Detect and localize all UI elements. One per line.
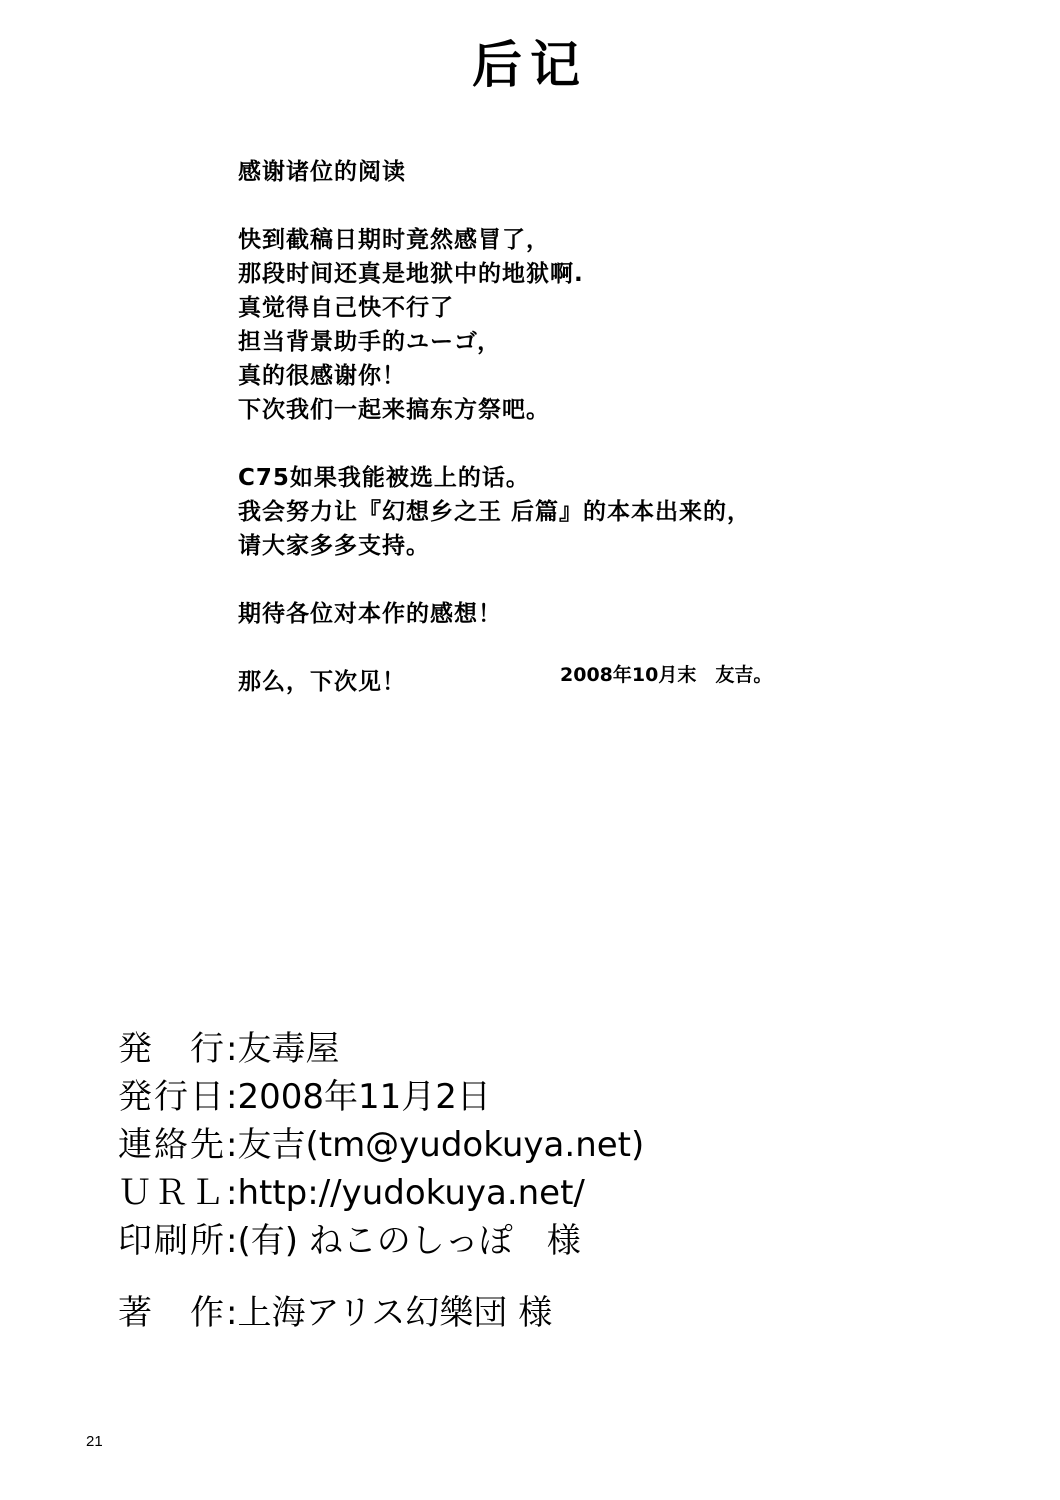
colophon-row-printer bbox=[118, 1217, 978, 1265]
colophon-label: 著 作 bbox=[118, 1293, 226, 1333]
colophon-value: 2008年11月2日 bbox=[237, 1077, 491, 1117]
colophon-separator: : bbox=[226, 1125, 238, 1165]
colophon-separator: : bbox=[226, 1293, 238, 1333]
afterword-line: 感谢诸位的阅读 bbox=[238, 159, 406, 185]
colophon-value: http://yudokuya.net/ bbox=[237, 1173, 585, 1213]
afterword-line: 期待各位对本作的感想！ bbox=[238, 601, 502, 627]
colophon-separator: : bbox=[226, 1173, 238, 1213]
afterword-line: 下次我们一起来搞东方祭吧。 bbox=[238, 397, 550, 423]
afterword-line: C75如果我能被选上的话。 bbox=[238, 465, 530, 491]
colophon-value: (有) ねこのしっぽ 様 bbox=[237, 1221, 581, 1261]
afterword-line: 真的很感谢你！ bbox=[238, 363, 406, 389]
colophon-separator: : bbox=[226, 1221, 238, 1261]
page-title: 后记 bbox=[472, 36, 588, 94]
afterword-line: 担当背景助手的ユーゴ， bbox=[238, 329, 502, 355]
colophon-row-publisher bbox=[118, 1025, 978, 1073]
afterword-body bbox=[238, 155, 938, 733]
colophon-separator: : bbox=[226, 1029, 238, 1069]
colophon-separator: : bbox=[226, 1077, 238, 1117]
afterword-line: 请大家多多支持。 bbox=[238, 533, 430, 559]
afterword-line: 那段时间还真是地狱中的地狱啊. bbox=[238, 261, 584, 287]
colophon-row-copyright bbox=[118, 1289, 978, 1337]
afterword-line: 我会努力让『幻想乡之王 后篇』的本本出来的， bbox=[238, 499, 752, 525]
afterword-line: 那么，下次见！ bbox=[238, 669, 406, 695]
afterword-paragraph bbox=[238, 597, 938, 631]
colophon bbox=[118, 1025, 978, 1337]
colophon-spacer bbox=[118, 1265, 978, 1289]
colophon-label: 発 行 bbox=[118, 1029, 226, 1069]
colophon-row-date bbox=[118, 1073, 978, 1121]
colophon-label: 連絡先 bbox=[118, 1125, 226, 1165]
afterword-paragraph bbox=[238, 461, 938, 563]
colophon-label: 印刷所 bbox=[118, 1221, 226, 1261]
afterword-line: 真觉得自己快不行了 bbox=[238, 295, 454, 321]
colophon-label: 発行日 bbox=[118, 1077, 226, 1117]
colophon-row-url bbox=[118, 1169, 978, 1217]
afterword-paragraph bbox=[238, 155, 938, 189]
page-number: 21 bbox=[86, 1433, 103, 1450]
afterword-signature: 2008年10月末 友吉。 bbox=[560, 664, 773, 686]
colophon-value: 友毒屋 bbox=[237, 1029, 340, 1069]
colophon-value: 友吉(tm@yudokuya.net) bbox=[237, 1125, 645, 1165]
colophon-value: 上海アリス幻樂団 様 bbox=[237, 1293, 553, 1333]
colophon-row-contact bbox=[118, 1121, 978, 1169]
afterword-paragraph bbox=[238, 223, 938, 427]
afterword-line: 快到截稿日期时竟然感冒了， bbox=[238, 227, 550, 253]
colophon-label: ＵＲＬ bbox=[118, 1173, 226, 1213]
